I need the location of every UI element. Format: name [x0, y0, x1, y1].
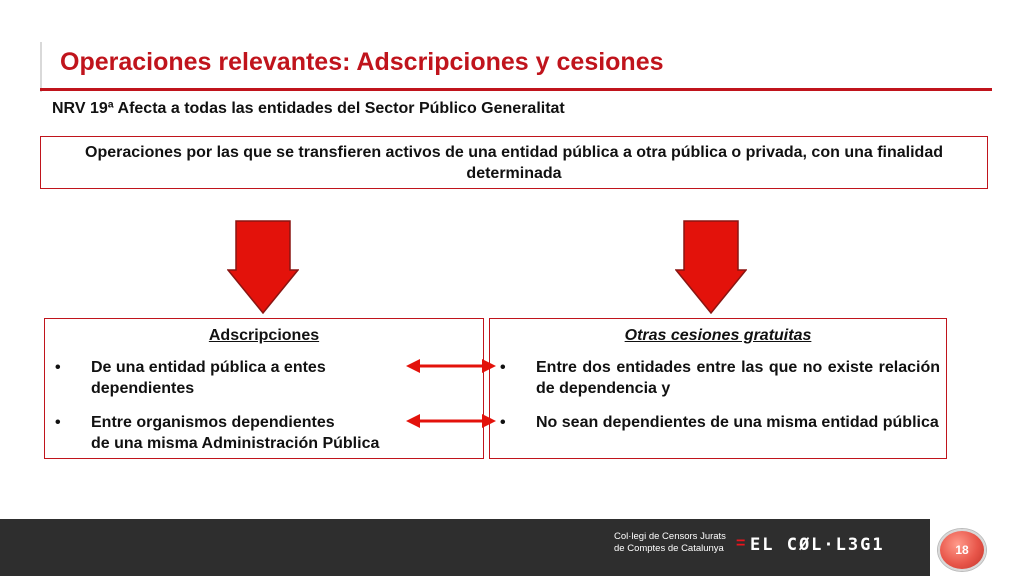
footer-org-line: de Comptes de Catalunya [614, 543, 724, 554]
footer-organization [614, 531, 726, 555]
list-item: No sean dependientes de una misma entidad pública [536, 414, 939, 431]
bullet: • [500, 414, 506, 431]
definition-text: Operaciones por las que se transfieren activos de una entidad pública a otra pública o privada, con una finalidad determinada [85, 143, 943, 182]
otras-cesiones-box [489, 318, 947, 459]
down-arrow-icon [227, 220, 299, 314]
footer-equals-sign: = [736, 535, 746, 552]
otras-cesiones-title: Otras cesiones gratuitas [624, 327, 812, 344]
list-item-continuation: de una misma Administración Pública [91, 435, 380, 452]
title-left-rule [40, 42, 42, 92]
page-title: Operaciones relevantes: Adscripciones y cesiones [60, 48, 664, 76]
definition-box [40, 136, 988, 189]
list-item: Entre dos entidades entre las que no existe relación de dependencia y [536, 359, 940, 397]
down-arrow-icon [675, 220, 747, 314]
bullet: • [500, 359, 506, 376]
adscripciones-box [44, 318, 484, 459]
page-number: 18 [955, 543, 969, 557]
page-number-badge [938, 529, 986, 571]
page-subtitle: NRV 19ª Afecta a todas las entidades del Sector Público Generalitat [52, 100, 565, 117]
list-item: De una entidad pública a entes dependientes [91, 359, 326, 397]
bullet: • [55, 359, 61, 376]
double-arrow-icon [406, 413, 496, 429]
double-arrow-icon [406, 358, 496, 374]
footer-logo: EL CØL·L3G1 [750, 535, 885, 555]
bullet: • [55, 414, 61, 431]
adscripciones-title: Adscripciones [208, 327, 320, 344]
footer-org-line: Col·legi de Censors Jurats [614, 531, 726, 542]
title-underline [40, 88, 992, 91]
list-item: Entre organismos dependientes [91, 414, 335, 431]
